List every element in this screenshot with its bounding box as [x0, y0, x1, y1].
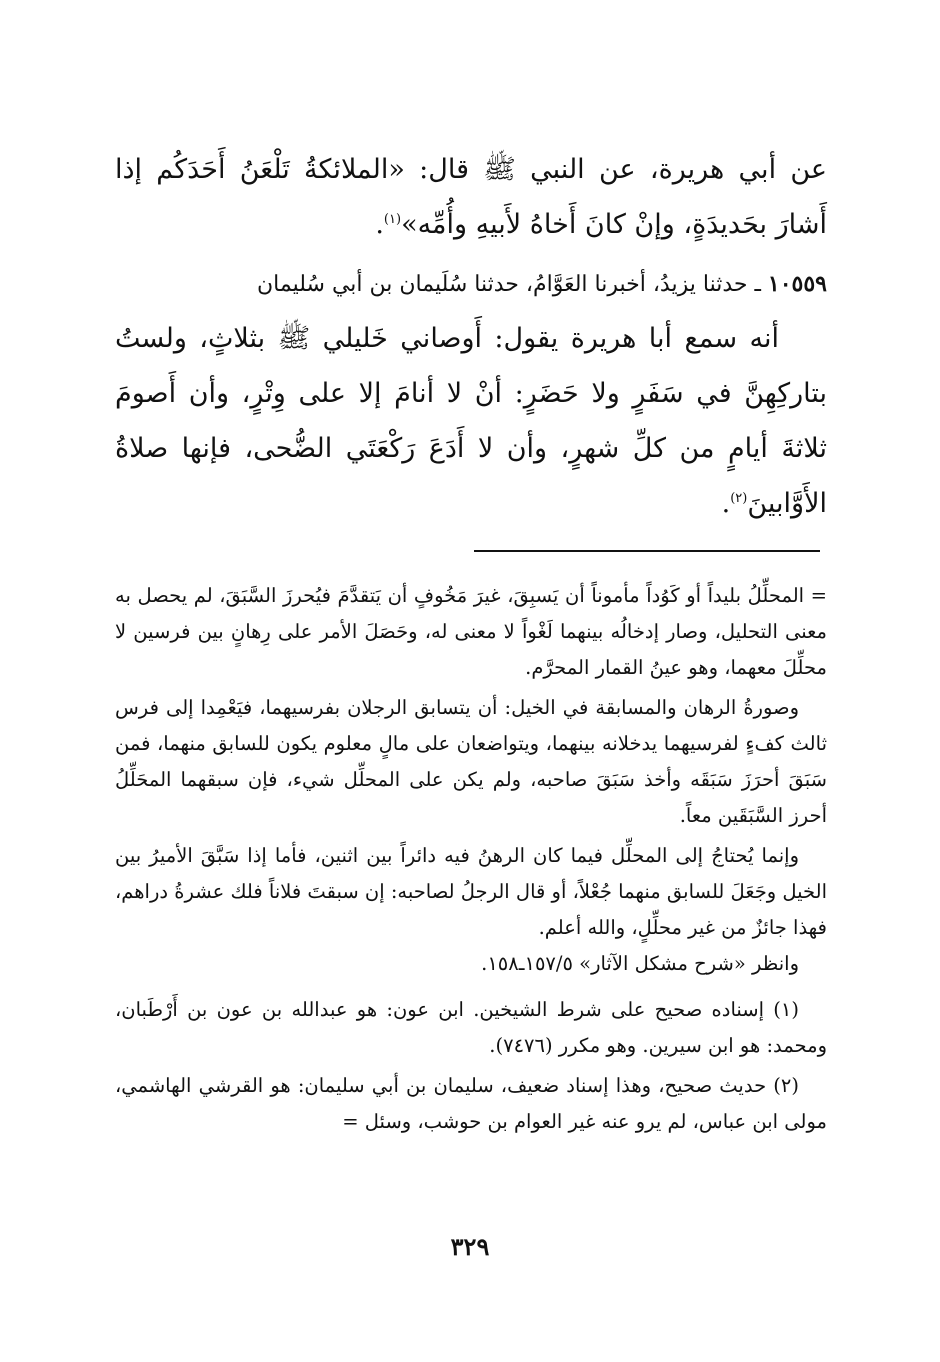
note-para-3: وإنما يُحتاجُ إلى المحلِّل فيما كان الرهنُ فيه دائراً بين اثنين، فأما إذا سَبَّقَ الأميرُ بين الخيل وجَعَلَ للسابق منهما جُعْلاً، أو قال الرجلُ لصاحبه: إن سبقتَ فلاناً فلك عشرةُ دراهم، فهذا جائزٌ من غير محلِّلٍ، والله أعلم. [115, 844, 827, 939]
note-para-4: وانظر «شرح مشكل الآثار» ١٥٧/٥ـ١٥٨. [481, 952, 799, 975]
note-continued: = المحلِّلُ بليداً أو كَوُداً مأموناً أن يَسبِقَ، غيرَ مَخُوفٍ أن يَتقدَّمَ فيُحرزَ السَّبَقَ، لم يحصل به معنى التحليل، وصار إدخالُه بينهما لَغْواً لا معنى له، وحَصَلَ الأمر على رِهانٍ بين فرسين لا محلِّلَ معهما، وهو عينُ القمار المحرَّم. [115, 584, 827, 679]
hadith-number: ١٠٥٥٩ [767, 271, 827, 297]
footnote-1: (١) إسناده صحيح على شرط الشيخين. ابن عون: هو عبدالله بن عون بن أَرْطَبان، ومحمد: هو ابن سيرين. وهو مكرر (٧٤٧٦). [115, 998, 827, 1057]
isnad-text: ـ حدثنا يزيدُ، أخبرنا العَوَّامُ، حدثنا سُلَيمان بن أبي سُليمان [257, 272, 768, 297]
note-para-2: وصورةُ الرهان والمسابقة في الخيل: أن يتسابق الرجلان بفرسيهما، فيَعْمِدا إلى فرس ثالث كفءٍ لفرسيهما يدخلانه بينهما، ويتواضعان على مالٍ معلوم يكون للسابق منهما، فمن سَبَقَ أحرَزَ سَبَقَه وأخذ سَبَقَ صاحبه، ولم يكن على المحلِّل شيء، فإن سبقهما المحَلِّلُ أحرز السَّبَقَين معاً. [115, 696, 827, 827]
footnote-2: (٢) حديث صحيح، وهذا إسناد ضعيف، سليمان بن أبي سليمان: هو القرشي الهاشمي، مولى ابن عباس، لم يرو عنه غير العوام بن حوشب، وسئل = [115, 1074, 827, 1133]
isnad-line [115, 266, 827, 303]
footnotes [115, 578, 827, 1140]
hadith-prev-paragraph [115, 142, 827, 252]
hadith-prev-end: . [375, 209, 384, 240]
hadith-text: أنه سمع أبا هريرة يقول: أَوصاني خَليلي ﷺ بثلاثٍ، ولستُ بتاركِهِنَّ في سَفَرٍ ولا حَضَرٍ: أنْ لا أنامَ إلا على وِتْرٍ، وأن أَصومَ ثلاثةَ أيامٍ من كلِّ شهرٍ، وأن لا أَدَعَ رَكْعَتَي الضُّحى، فإنها صلاةُ الأَوَّابينَ [115, 323, 827, 519]
footnote-ref-2: (٢) [730, 491, 748, 506]
footnote-ref-1: (١) [383, 212, 402, 227]
hadith-paragraph [115, 311, 827, 531]
footnote-separator [474, 550, 820, 552]
hadith-end: . [721, 488, 731, 519]
page-number: ٣٢٩ [450, 1232, 490, 1261]
main-text [115, 142, 827, 531]
hadith-prev-text: عن أبي هريرة، عن النبي ﷺ قال: «الملائكةُ تَلْعَنُ أَحَدَكُم إذا أَشارَ بحَديدَةٍ، وإنْ كانَ أَخاهُ لأَبيهِ وأُمِّه» [115, 154, 827, 240]
